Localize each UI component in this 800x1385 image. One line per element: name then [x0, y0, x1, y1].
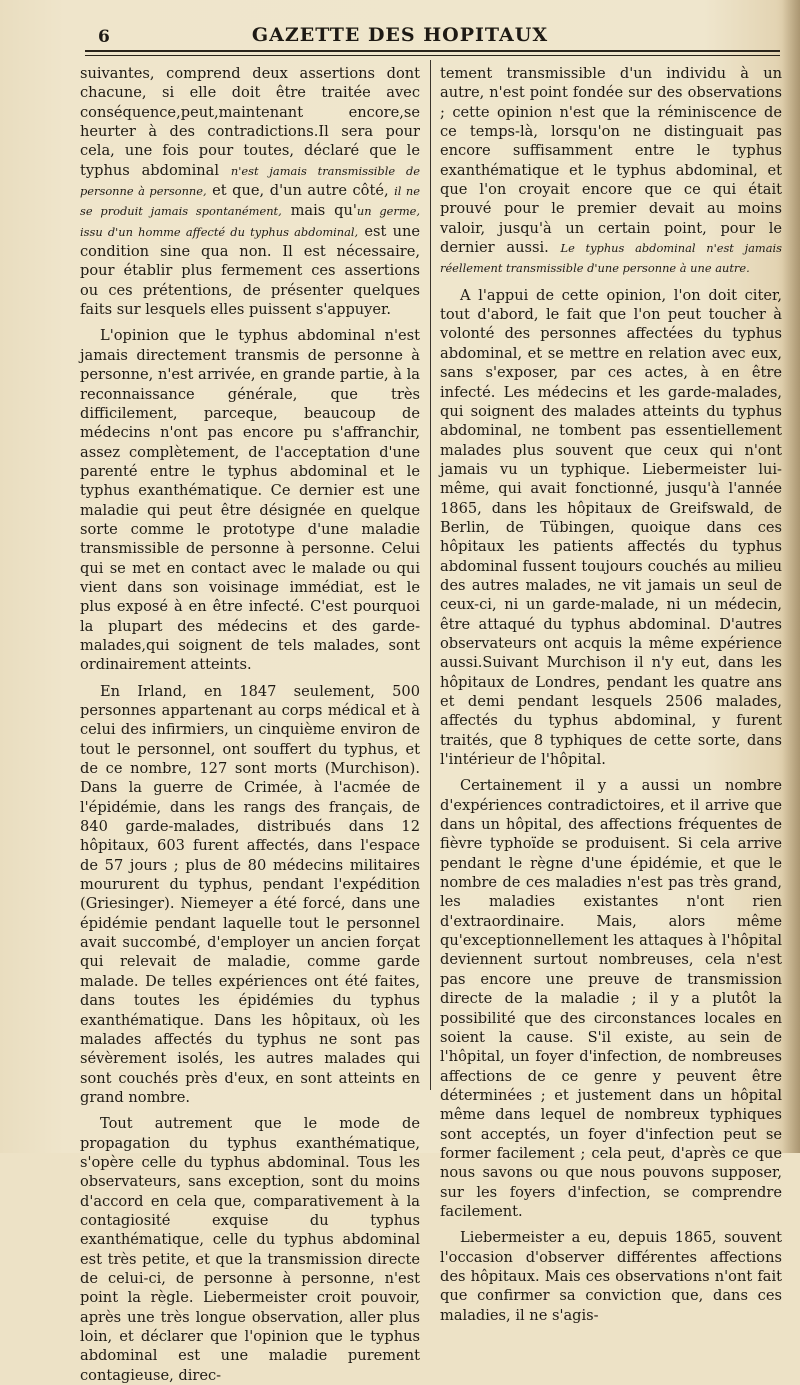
paragraph	[440, 64, 782, 279]
paragraph: A l'appui de cette opinion, l'on doit citer, tout d'abord, le fait que l'on peut toucher à volonté des personnes affectées du typhus abdominal, et se mettre en relation avec eux, sans s'exposer, par ces actes, à en être infecté. Les médecins et les garde-malades, qui soignent des malades atteints du typhus abdominal, ne tombent pas essentiellement malades plus souvent que ceux qui n'ont jamais vu un typhique. Liebermeister lui-même, qui avait fonctionné, jusqu'à l'année 1865, dans les hôpitaux de Greifswald, de Berlin, de Tübingen, quoique dans ces hôpitaux les patients affectés du typhus abdominal fussent toujours couchés au milieu des autres malades, ne vit jamais un seul de ceux-ci, ni un garde-malade, ni un médecin, être attaqué du typhus abdominal. D'autres observateurs ont acquis la même expérience aussi.Suivant Murchison il n'y eut, dans les hôpitaux de Londres, pendant les quatre ans et demi pendant lesquels 2506 malades, affectés du typhus abdominal, y furent traités, que 8 typhiques de cette sorte, dans l'intérieur de l'hôpital.	[440, 286, 782, 769]
right-column	[440, 64, 782, 1325]
page-number: 6	[98, 27, 110, 47]
column-divider	[430, 60, 431, 1090]
paragraph	[80, 64, 420, 319]
italic-text: Le typhus abdominal n'est jamais réellement transmissible d'une personne à une autre.	[440, 241, 782, 276]
left-column	[80, 64, 420, 1385]
paragraph-text: tement transmissible d'un individu à un autre, n'est point fondée sur des observations ; cette opinion n'est que la réminiscence de ce temps-là, lorsqu'on ne distinguait pas encore suffisamment entre le typhus exanthématique et le typhus abdominal, et que l'on croyait encore que ce qui était prouvé pour le premier devait au moins valoir, jusqu'à un certain point, pour le dernier aussi.	[440, 65, 782, 257]
paragraph: Liebermeister a eu, depuis 1865, souvent l'occasion d'observer différentes affections des hôpitaux. Mais ces observations n'ont fait que confirmer sa conviction que, dans ces maladies, il ne s'agis-	[440, 1229, 782, 1324]
paragraph-text: suivantes, comprend deux assertions dont chacune, si elle doit être traitée avec conséquence,peut,maintenant encore,se heurter à des contradictions.Il sera pour cela, une fois pour toutes, déclaré que le typhus abdominal	[80, 65, 420, 179]
page-edge-shadow	[782, 0, 800, 1153]
paragraph: Certainement il y a aussi un nombre d'expériences contradictoires, et il arrive que dans un hôpital, des affections fréquentes de fièvre typhoïde se produisent. Si cela arrive pendant le règne d'une épidémie, et que le nombre de ces maladies n'est pas très grand, les maladies existantes n'ont rien d'extraordinaire. Mais, alors même qu'exceptionnellement les attaques à l'hôpital deviennent surtout nombreuses, cela n'est pas encore une preuve de transmission directe de la maladie ; il y a plutôt la possibilité que des circonstances locales en soient la cause. S'il existe, au sein de l'hôpital, un foyer d'infection, de nombreuses affections de ce genre y peuvent être déterminées ; et justement dans un hôpital même dans lequel de nombreux typhiques sont acceptés, un foyer d'infection peut se former facilement ; cela peut, d'après ce que nous savons ou que nous pouvons supposer, sur les foyers d'infection, se comprendre facilement.	[440, 777, 782, 1220]
paragraph: En Irland, en 1847 seulement, 500 personnes appartenant au corps médical et à celui des infirmiers, un cinquième environ de tout le personnel, ont souffert du typhus, et de ce nombre, 127 sont morts (Murchison). Dans la guerre de Crimée, à l'acmée de l'épidémie, dans les rangs des français, de 840 garde-malades, distribués dans 12 hôpitaux, 603 furent affectés, dans l'espace de 57 jours ; plus de 80 médecins militaires moururent du typhus, pendant l'expédition (Griesinger). Niemeyer a été forcé, dans une épidémie pendant laquelle tout le personnel avait succombé, d'employer un ancien forçat qui relevait de maladie, comme garde malade. De telles expériences ont été faites, dans toutes les épidémies du typhus exanthématique. Dans les hôpitaux, où les malades affectés du typhus ne sont pas sévèrement isolés, les autres malades qui sont couchés près d'eux, en sont atteints en grand nombre.	[80, 682, 420, 1106]
paragraph: Tout autrement que le mode de propagation du typhus exanthématique, s'opère celle du typhus abdominal. Tous les observateurs, sans exception, sont du moins d'accord en cela que, comparativement à la contagiosité exquise du typhus exanthématique, celle du typhus abdominal est très petite, et que la transmission directe de celui-ci, de personne à personne, n'est point la règle. Liebermeister croit pouvoir, après une très longue observation, aller plus loin, et déclarer que l'opinion que le typhus abdominal est une maladie purement contagieuse, direc-	[80, 1115, 420, 1384]
header-rule	[85, 50, 780, 52]
italic-text: il ne se produit jamais spontanément,	[80, 184, 421, 219]
running-head-title: GAZETTE DES HOPITAUX	[251, 24, 549, 46]
paragraph-text: est une condition sine qua non. Il est nécessaire, pour établir plus fermement ces assertions ou ces prétentions, de présenter quelques faits sur lesquels elles puissent s'appuyer.	[80, 222, 421, 319]
paragraph: L'opinion que le typhus abdominal n'est jamais directement transmis de personne à personne, n'est arrivée, en grande partie, à la reconnaissance générale, que très difficilement, parceque, beaucoup de médecins n'ont pas encore pu s'affranchir, assez complètement, de l'acceptation d'une parenté entre le typhus abdominal et le typhus exanthématique. Ce dernier est une maladie qui peut être désignée en quelque sorte comme le prototype d'une maladie transmissible de personne à personne. Celui qui se met en contact avec le malade ou qui vient dans son voisinage immédiat, est le plus exposé à en être infecté. C'est pourquoi la plupart des médecins et des garde-malades,qui soignent de tels malades, sont ordinairement atteints.	[80, 327, 420, 674]
paragraph-text: et que, d'un autre côté,	[206, 182, 395, 200]
italic-text: n'est jamais transmissible de personne à personne,	[80, 163, 420, 199]
paragraph-text: mais qu'	[281, 202, 357, 220]
header-rule-thin	[85, 55, 780, 56]
italic-text: un germe, issu d'un homme affecté du typhus abdominal,	[80, 204, 420, 239]
